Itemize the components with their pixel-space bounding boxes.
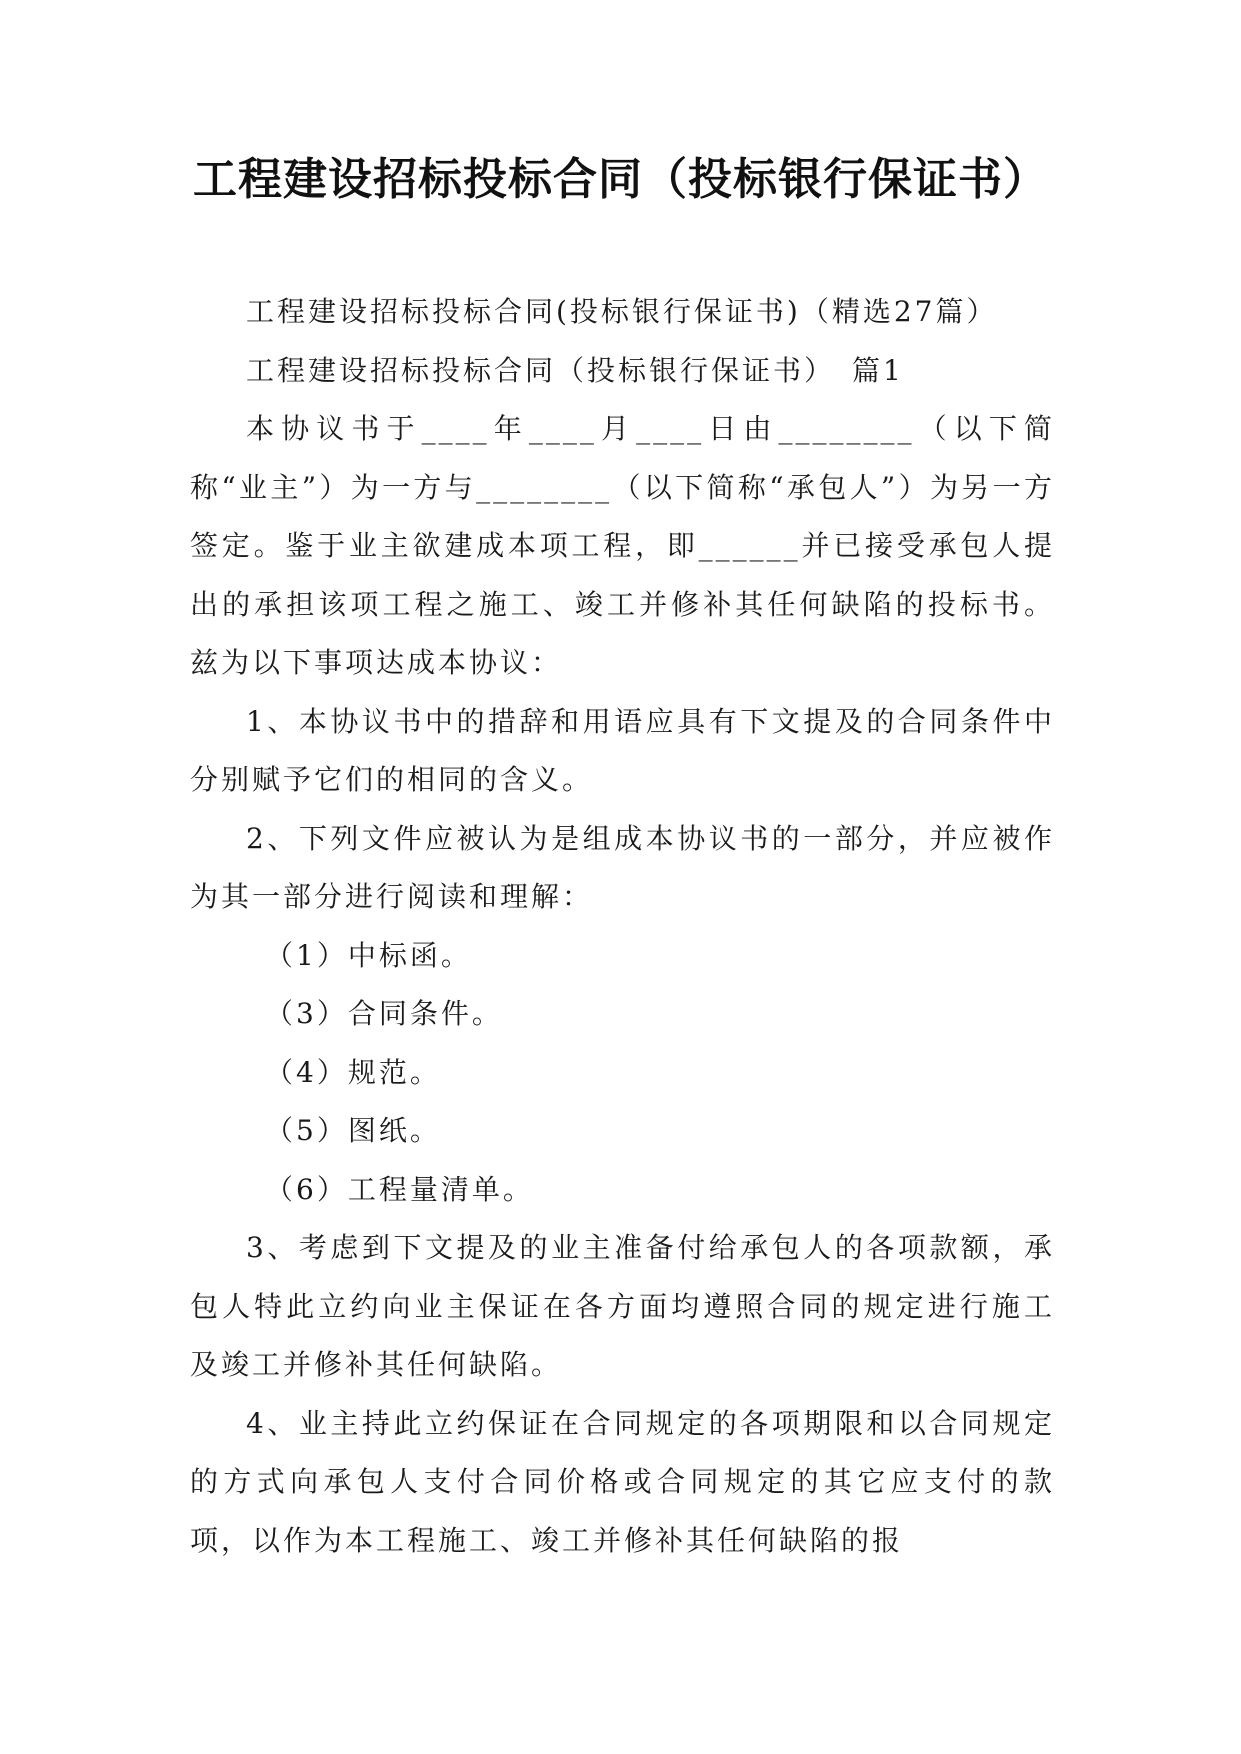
clause-1: 1、本协议书中的措辞和用语应具有下文提及的合同条件中分别赋予它们的相同的含义。 [190,704,1055,796]
list-item: （5）图纸。 [265,1114,441,1147]
clause-3: 3、考虑到下文提及的业主准备付给承包人的各项款额，承包人特此立约向业主保证在各方面均遵照合同的规定进行施工及竣工并修补其任何缺陷。 [190,1231,1055,1381]
intro-paragraph: 本协议书于____年____月____日由________（以下简称“业主”）为一方与________（以下简称“承包人”）为另一方签定。鉴于业主欲建成本项工程，即______并已接受承包人提出的承担该项工程之施工、竣工并修补其任何缺陷的投标书。兹为以下事项达成本协议： [190,412,1055,679]
list-item: （6）工程量清单。 [265,1172,534,1206]
list-item: （4）规范。 [265,1055,441,1089]
list-item: （3）合同条件。 [265,997,503,1030]
clause-4: 4、业主持此立约保证在合同规定的各项期限和以合同规定的方式向承包人支付合同价格或合同规定的其它应支付的款项，以作为本工程施工、竣工并修补其任何缺陷的报 [190,1406,1055,1557]
document-title: 工程建设招标投标合同（投标银行保证书） [193,154,1048,205]
document-body [190,283,1055,1570]
clause-2: 2、下列文件应被认为是组成本协议书的一部分，并应被作为其一部分进行阅读和理解： [190,821,1055,913]
list-item: （1）中标函。 [265,938,472,972]
subtitle-line: 工程建设招标投标合同(投标银行保证书)（精选27篇） [246,295,998,328]
section-heading: 工程建设招标投标合同（投标银行保证书） 篇1 [246,353,904,387]
